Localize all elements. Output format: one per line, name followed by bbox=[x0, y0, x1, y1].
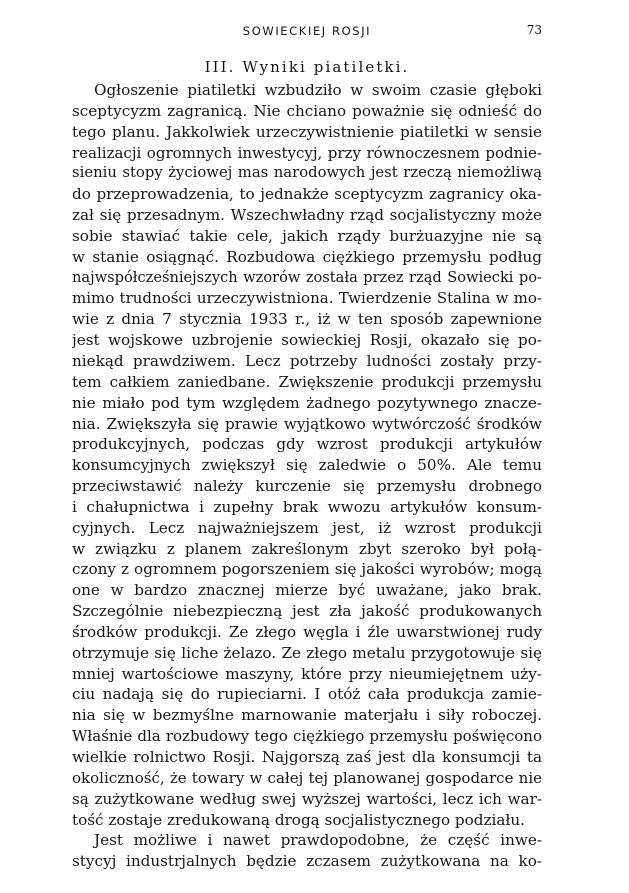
text-line: jest wojskowe uzbrojenie sowieckiej Rosji, okazało się po- bbox=[72, 331, 542, 350]
text-line: Ogłoszenie piatiletki wzbudziło w swoim czasie głęboki bbox=[94, 81, 542, 99]
text-line: nia. Zwiększyła się prawie wyjątkowo wytwórczość środków bbox=[72, 414, 542, 433]
page-header bbox=[72, 24, 542, 44]
text-line: Właśnie dla rozbudowy tego ciężkiego przemysłu poświęcono bbox=[72, 727, 542, 746]
text-line: Jest możliwe i nawet prawdopodobne, że część inwe- bbox=[94, 831, 542, 850]
text-line: stycyj industrjalnych będzie zczasem zużytkowana na ko- bbox=[72, 852, 542, 871]
text-line: do przeprowadzenia, to jednakże sceptycyzm zagranicy oka- bbox=[72, 185, 542, 204]
text-line: nie miało pod tym względem żadnego pozytywnego znacze- bbox=[72, 393, 542, 412]
text-line: Szczególnie niebezpieczną jest zła jakość produkowanych bbox=[72, 602, 542, 621]
text-line: wielkie rolnictwo Rosji. Najgorszą zaś jest dla konsumcji ta bbox=[72, 748, 542, 766]
page-number: 73 bbox=[526, 23, 542, 37]
text-line: są zużytkowane według swej wyższej wartości, lecz ich war- bbox=[72, 789, 542, 808]
text-line: realizacji ogromnych inwestycyj, przy równoczesnem podnie- bbox=[72, 143, 542, 162]
text-line: ciu nadają się do rupieciarni. I otóż cała produkcja zamie- bbox=[72, 685, 542, 704]
section-title: III. Wyniki piatiletki. bbox=[204, 58, 410, 76]
text-line: sceptycyzm zagranicą. Nie chciano poważnie się odnieść do bbox=[72, 101, 542, 120]
text-line: otrzymuje się liche żelazo. Ze złego metalu przygotowuje się bbox=[72, 643, 542, 662]
text-line: wie z dnia 7 stycznia 1933 r., iż w ten sposób zapewnione bbox=[72, 310, 542, 329]
text-line: konsumcyjnych zwiększył się zaledwie o 50%. Ale temu bbox=[72, 456, 542, 475]
text-line: tem całkiem zaniedbane. Zwiększenie produkcji przemysłu bbox=[72, 372, 542, 391]
body-text bbox=[72, 80, 542, 872]
running-head: SOWIECKIEJ ROSJI bbox=[242, 24, 372, 38]
text-line: sieniu stopy życiowej mas narodowych jest rzeczą niemożliwą bbox=[72, 164, 542, 182]
text-line: przeciwstawić należy kurczenie się przemysłu drobnego bbox=[72, 477, 542, 496]
text-line: produkcyjnych, podczas gdy wzrost produkcji artykułów bbox=[72, 435, 542, 454]
text-line: mimo trudności urzeczywistniona. Twierdzenie Stalina w mo- bbox=[72, 289, 542, 308]
text-line: w związku z planem zakreślonym zbyt szeroko był połą- bbox=[72, 539, 542, 558]
text-line: okoliczność, że towary w całej tej planowanej gospodarce nie bbox=[72, 768, 542, 787]
text-line: one w bardzo znacznej mierze być uważane, jako brak. bbox=[72, 581, 542, 600]
text-line: mniej wartościowe maszyny, które przy nieumiejętnem uży- bbox=[72, 664, 542, 683]
text-line: najwspółcześniejszych wzorów została przez rząd Sowiecki po- bbox=[72, 268, 542, 286]
text-line: środków produkcji. Ze złego węgla i źle uwarstwionej rudy bbox=[72, 622, 542, 641]
text-line: tego planu. Jakkolwiek urzeczywistnienie piatiletki w sensie bbox=[72, 122, 542, 141]
text-line: sobie stawiać takie cele, jakich rządy burżuazyjne nie są bbox=[72, 226, 542, 245]
text-line: niekąd prawdziwem. Lecz potrzeby ludności zostały przy- bbox=[72, 351, 542, 370]
text-line: w stanie osiągnąć. Rozbudowa ciężkiego przemysłu podług bbox=[72, 247, 542, 266]
text-line: i chałupnictwa i zupełny brak wwozu artykułów konsum- bbox=[72, 497, 542, 516]
text-line: nia się w bezmyślne marnowanie materjału i siły roboczej. bbox=[72, 706, 542, 725]
text-line: zał się przesadnym. Wszechwładny rząd socjalistyczny może bbox=[72, 206, 542, 225]
text-line: cyjnych. Lecz najważniejszem jest, iż wzrost produkcji bbox=[72, 518, 542, 537]
text-line: tość zostaje zredukowaną drogą socjalistycznego podziału. bbox=[72, 810, 525, 829]
text-line: czony z ogromnem pogorszeniem się jakości wyrobów; mogą bbox=[72, 560, 542, 579]
